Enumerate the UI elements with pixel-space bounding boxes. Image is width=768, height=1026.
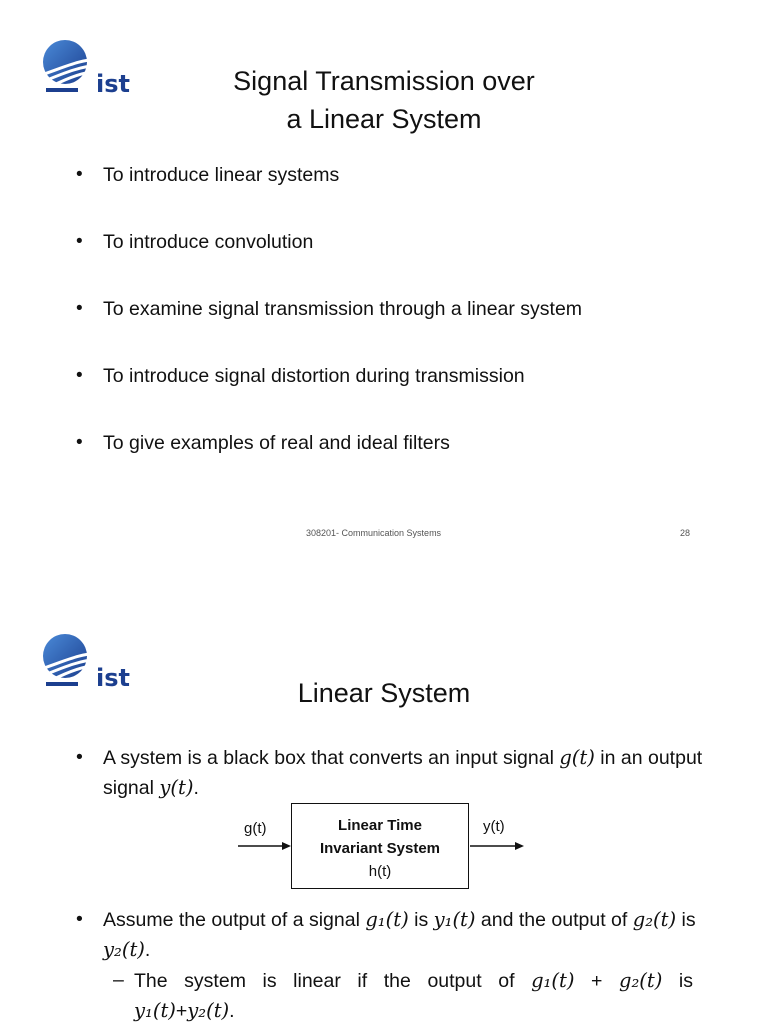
footer-course: 308201- Communication Systems bbox=[306, 528, 442, 538]
bullet-assumption: • Assume the output of a signal g₁(t) is y₁(t) and the output of g₂(t) is y₂(t). bbox=[72, 905, 712, 965]
output-arrowhead bbox=[515, 842, 524, 850]
math-y2-t: y₂(t) bbox=[103, 938, 145, 961]
math-y1-t: y₁(t) bbox=[433, 908, 476, 931]
math-y-t: y(t) bbox=[159, 776, 194, 799]
output-label: y(t) bbox=[483, 818, 505, 835]
bullet-system-definition: • A system is a black box that converts an input signal g(t) in an output signal y(t). bbox=[72, 743, 712, 803]
slide-title: Linear System bbox=[297, 678, 471, 708]
bullet-item: • To introduce linear systems bbox=[72, 163, 582, 230]
math-g2-t: g₂(t) bbox=[632, 908, 677, 931]
lti-block-diagram bbox=[236, 802, 536, 894]
title-line-1: Signal Transmission over bbox=[233, 66, 535, 96]
bullet-item: • To examine signal transmission through a linear system bbox=[72, 297, 582, 364]
title-line-2: a Linear System bbox=[286, 104, 482, 134]
bullet-item: • To give examples of real and ideal filters bbox=[72, 431, 582, 498]
bullet-item: • To introduce convolution bbox=[72, 230, 582, 297]
lti-system-box: Linear Time Invariant System h(t) bbox=[291, 803, 469, 889]
svg-text:ist: ist bbox=[96, 664, 130, 692]
sub-bullet-linearity: – The system is linear if the output of g₁(t) + g₂(t) is y₁(t)+y₂(t). bbox=[113, 966, 693, 1026]
math-g-t: g(t) bbox=[559, 746, 595, 769]
bullet-item: • To introduce signal distortion during transmission bbox=[72, 364, 582, 431]
sub-bullet-dash: – bbox=[113, 969, 124, 991]
math-g1-t: g₁(t) bbox=[365, 908, 409, 931]
svg-text:ist: ist bbox=[96, 70, 130, 98]
input-arrowhead bbox=[282, 842, 291, 850]
slide-linear-system bbox=[0, 600, 768, 1024]
slide-title bbox=[0, 62, 768, 138]
footer-page-number: 28 bbox=[680, 528, 691, 538]
input-label: g(t) bbox=[244, 820, 267, 837]
objectives-list bbox=[72, 163, 582, 498]
